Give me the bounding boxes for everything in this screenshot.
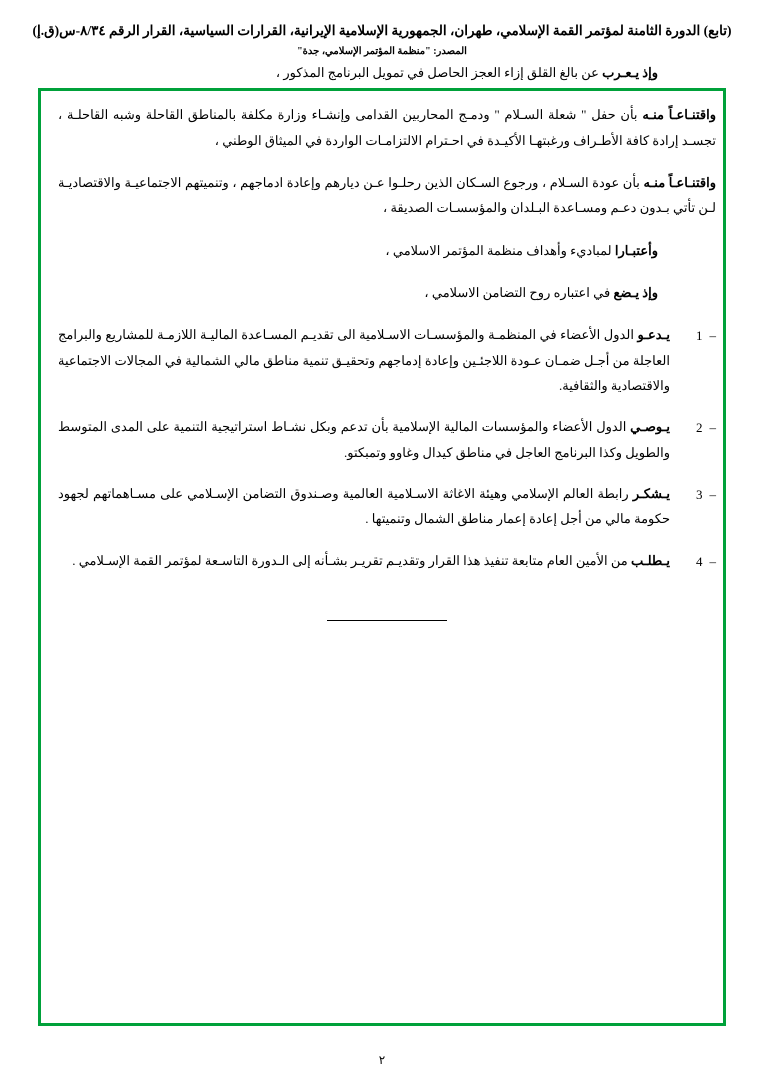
list-item-index: 4 bbox=[696, 553, 703, 569]
list-item-body bbox=[58, 548, 670, 573]
list-item-number bbox=[670, 414, 716, 440]
list-item-number bbox=[670, 322, 716, 348]
list-item-index: 1 bbox=[696, 328, 703, 344]
document-body bbox=[58, 60, 716, 621]
paragraph-lead: واقتنـاعـاً منـه bbox=[643, 175, 716, 191]
paragraph-text: عن بالغ القلق إزاء العجز الحاصل في تمويل البرنامج المذكور ، bbox=[275, 65, 603, 80]
divider-line bbox=[327, 620, 447, 621]
list-item-dash: – bbox=[709, 420, 716, 436]
paragraph bbox=[58, 280, 716, 305]
paragraph-lead: وأعتبـارا bbox=[614, 242, 658, 258]
paragraph-text: بأن عودة السـلام ، ورجوع السـكان الذين رحلـوا عـن ديارهم وإعادة ادماجهم ، وتنميتهم الاجتماعيـة والاقتصاديـة لـن تأتي بـدون دعـم ومسـاعدة البـلدان والمؤسسـات الصديقة ، bbox=[58, 175, 716, 216]
paragraph-lead: وإذ يـعـرب bbox=[602, 65, 658, 80]
list-item-body bbox=[58, 481, 670, 532]
list-item-text: الدول الأعضاء في المنظمـة والمؤسسـات الاسـلامية الى تقديـم المسـاعدة الماليـة اللازمـة للمشاريع والبرامج العاجلة من أجـل ضمـان عـودة اللاجئـين وإعادة إدماجهم وتحقيـق تنمية مناطق مالي الشمالية في المجالات الاجتماعية والاقتصادية والثقافية. bbox=[58, 327, 670, 394]
page-header bbox=[0, 0, 764, 57]
section-divider bbox=[58, 620, 716, 621]
list-item-number bbox=[670, 481, 716, 507]
list-item-index: 3 bbox=[696, 487, 703, 503]
paragraph-lead: واقتنـاعـاً منـه bbox=[642, 107, 716, 123]
list-item-lead: يـدعـو bbox=[637, 327, 670, 343]
list-item-number bbox=[670, 548, 716, 574]
list-item-body bbox=[58, 414, 670, 465]
paragraph-text: لمباديء وأهداف منظمة المؤتمر الاسلامي ، bbox=[385, 242, 615, 258]
page-number: ٢ bbox=[378, 1053, 386, 1067]
paragraph bbox=[58, 60, 716, 85]
header-source: المصدر: "منظمة المؤتمر الإسلامي، جدة" bbox=[297, 46, 467, 58]
list-item-lead: يـطلـب bbox=[631, 552, 670, 568]
paragraph-text: في اعتباره روح التضامن الاسلامي ، bbox=[424, 285, 614, 301]
list-item-text: الدول الأعضاء والمؤسسات المالية الإسلامية بأن تدعم وبكل نشـاط استراتيجية التنمية على المدى المتوسط والطويل وكذا البرنامج العاجل في مناطق كيدال وغاوو وتمبكتو. bbox=[58, 419, 670, 460]
paragraph-lead: وإذ يـضع bbox=[613, 285, 658, 301]
list-item-text: من الأمين العام متابعة تنفيذ هذا القرار وتقديـم تقريـر بشـأنه إلى الـدورة التاسـعة لمؤتمر القمة الإسـلامي . bbox=[72, 552, 632, 568]
header-title: (تابع) الدورة الثامنة لمؤتمر القمة الإسلامي، طهران، الجمهورية الإسلامية الإيرانية، القرارات السياسية، القرار الرقم ٨/٣٤-س(ق.إ) bbox=[32, 23, 732, 38]
paragraph-text: بأن حفل " شعلة السـلام " ودمـج المحاربين القدامى وإنشـاء وزارة مكلفة بالمناطق القاحلة وشبه القاحلـة ، تجسـد إرادة كافة الأطـراف ورغبتهـا الأكيـدة في احـترام الالتزامـات الواردة في الميثاق الوطني ، bbox=[58, 107, 716, 148]
paragraph bbox=[58, 238, 716, 263]
list-item bbox=[58, 548, 716, 574]
list-item bbox=[58, 481, 716, 532]
list-item-index: 2 bbox=[696, 420, 703, 436]
paragraph bbox=[58, 102, 716, 153]
list-item-body bbox=[58, 322, 670, 398]
list-item-lead: يـوصـي bbox=[630, 419, 670, 435]
list-item bbox=[58, 414, 716, 465]
paragraph bbox=[58, 170, 716, 221]
list-item-lead: يـشكـر bbox=[632, 486, 670, 502]
list-item-dash: – bbox=[709, 553, 716, 569]
list-item-dash: – bbox=[709, 487, 716, 503]
list-item bbox=[58, 322, 716, 398]
page-footer bbox=[0, 1053, 764, 1068]
list-item-dash: – bbox=[709, 328, 716, 344]
list-item-text: رابطة العالم الإسلامي وهيئة الاغاثة الاسـلامية العالمية وصـندوق التضامن الإسـلامي على مسـاهماتهم لجهود حكومة مالي من أجل إعادة إعمار مناطق الشمال وتنميتها . bbox=[58, 486, 670, 527]
